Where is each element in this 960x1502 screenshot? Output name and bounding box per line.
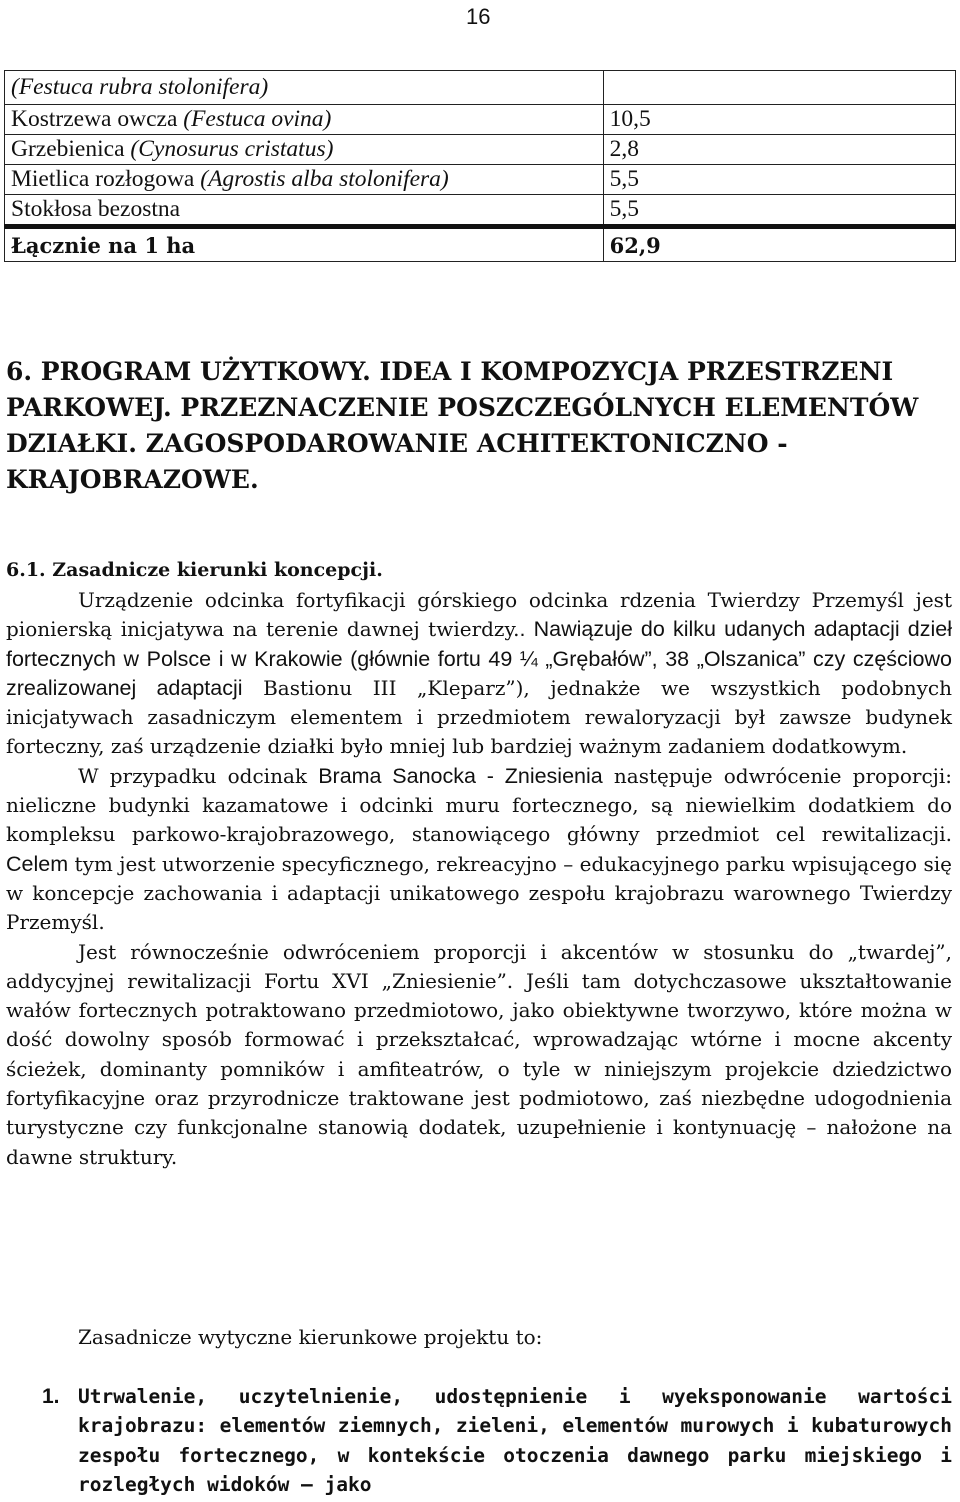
species-name: Grzebienica bbox=[11, 136, 131, 162]
quantity-cell bbox=[603, 71, 955, 105]
total-label: Łącznie na 1 ha bbox=[5, 227, 604, 262]
seed-mixture-table bbox=[4, 70, 956, 262]
page-number: 16 bbox=[466, 4, 491, 29]
species-name: Kostrzewa owcza bbox=[11, 106, 184, 132]
list-item-number: 1. bbox=[42, 1385, 60, 1408]
body-text bbox=[6, 586, 952, 1172]
text-run: . Nawiązuje do kilku udanych adaptacji dzieł fortecznych w Polsce i w Krakowie (głównie fortu 49 ¼ „Grębałów”, 38 „Olszanica” czy częściowo zrealizowanej adaptacji bbox=[6, 617, 952, 700]
section-heading: 6.1. Zasadnicze kierunki koncepcji. bbox=[6, 559, 383, 581]
table-row bbox=[5, 195, 956, 227]
guidelines-list bbox=[6, 1382, 952, 1499]
text-run: W przypadku odcinak bbox=[78, 763, 319, 788]
species-cell bbox=[5, 195, 604, 227]
species-cell bbox=[5, 135, 604, 165]
text-run: Bastionu III „Kleparz”), jednakże we wszystkich podobnych inicjatywach zasadniczym elementem i przedmiotem rewaloryzacji był zawsze budynek forteczny, zaś urządzenie działki było mniej lub bardziej ważnym zadaniem dodatkowym. bbox=[6, 675, 953, 759]
chapter-heading: 6. PROGRAM UŻYTKOWY. IDEA I KOMPOZYCJA PRZESTRZENI PARKOWEJ. PRZEZNACZENIE POSZCZEGÓLNYCH ELEMENTÓW DZIAŁKI. ZAGOSPODAROWANIE ACHITEKTONICZNO - KRAJOBRAZOWE. bbox=[6, 357, 919, 494]
species-cell bbox=[5, 165, 604, 195]
quantity-cell: 5,5 bbox=[603, 165, 955, 195]
species-latin-name: (Agrostis alba stolonifera) bbox=[200, 166, 449, 192]
quantity-cell: 2,8 bbox=[603, 135, 955, 165]
paragraph bbox=[6, 762, 952, 938]
paragraph bbox=[6, 586, 952, 762]
species-cell bbox=[5, 105, 604, 135]
guidelines-intro: Zasadnicze wytyczne kierunkowe projektu to: bbox=[78, 1325, 543, 1349]
text-run: Urządzenie odcinka fortyfikacji górskiego odcinka rdzenia Twierdzy Przemyśl jest pionierską inicjatywa na terenie dawnej twierdzy. bbox=[6, 588, 952, 642]
species-latin-name: (Cynosurus cristatus) bbox=[130, 136, 334, 162]
species-cell bbox=[5, 71, 604, 105]
text-run: Brama Sanocka - Zniesienia bbox=[318, 763, 603, 788]
table-row bbox=[5, 71, 956, 105]
list-item-text: Utrwalenie, uczytelnienie, udostępnienie i wyeksponowanie wartości krajobrazu: elementów ziemnych, zieleni, elementów murowych i kubaturowych zespołu fortecznego, w kontekście otoczenia dawnego parku miejskiego i rozległych widoków – jako bbox=[78, 1385, 952, 1496]
table-total-row bbox=[5, 227, 956, 262]
table-row bbox=[5, 105, 956, 135]
text-run: Celem bbox=[6, 851, 69, 876]
species-name: Mietlica rozłogowa bbox=[11, 166, 201, 192]
text-run: następuje odwrócenie proporcji: nieliczne budynki kazamatowe i odcinki muru fortecznego, są niewielkim dodatkiem do kompleksu parkowo-krajobrazowego, stanowiącego główny przedmiot cel rewitalizacji. bbox=[6, 763, 952, 847]
text-run: tym jest utworzenie specyficznego, rekreacyjno – edukacyjnego parku wpisującego się w koncepcje zachowania i adaptacji unikatowego zespołu krajobrazu warownego Twierdzy Przemyśl. bbox=[6, 851, 952, 935]
species-latin-name: (Festuca rubra stolonifera) bbox=[11, 74, 269, 100]
table-row bbox=[5, 165, 956, 195]
list-item bbox=[6, 1382, 952, 1499]
quantity-cell: 10,5 bbox=[603, 105, 955, 135]
quantity-cell: 5,5 bbox=[603, 195, 955, 227]
species-name: Stokłosa bezostna bbox=[11, 196, 181, 222]
paragraph: Jest równocześnie odwróceniem proporcji i akcentów w stosunku do „twardej”, addycyjnej rewitalizacji Fortu XVI „Zniesienie”. Jeśli tam dotychczasowe ukształtowanie wałów fortecznych potraktowano przedmiotowo, jako obiektywne tworzywo, które można w dość dowolny sposób formować i przekształcać, wprowadzając wtórne i mocne akcenty ścieżek, dominanty pomników i amfiteatrów, o tyle w niniejszym projekcie dziedzictwo fortyfikacyjne oraz przyrodnicze traktowane jest podmiotowo, zaś niezbędne udogodnienia turystyczne czy funkcjonalne stanowią dodatek, uzupełnienie i kontynuację – nałożone na dawne struktury. bbox=[6, 939, 952, 1169]
table-row bbox=[5, 135, 956, 165]
total-value: 62,9 bbox=[603, 227, 955, 262]
species-latin-name: (Festuca ovina) bbox=[183, 106, 332, 132]
